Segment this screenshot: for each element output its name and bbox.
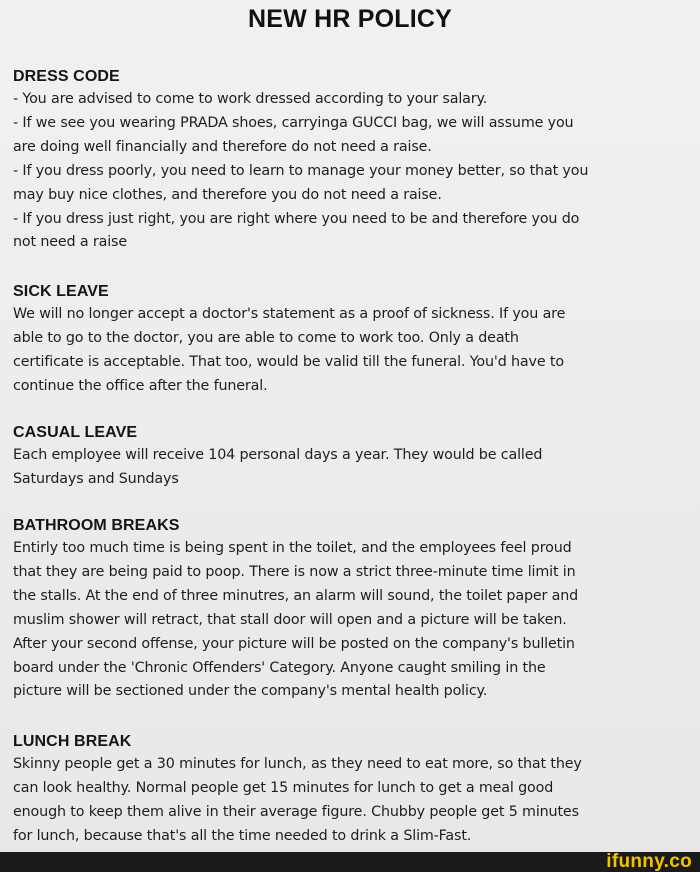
body-line: Each employee will receive 104 personal days a year. They would be called <box>13 447 543 463</box>
section-body <box>13 753 689 849</box>
body-line: board under the 'Chronic Offenders' Category. Anyone caught smiling in the <box>13 659 546 676</box>
body-line: enough to keep them alive in their average figure. Chubby people get 5 minutes <box>13 803 579 820</box>
body-line: Skinny people get a 30 minutes for lunch, as they need to eat more, so that they <box>13 756 582 772</box>
body-line: that they are being paid to poop. There is now a strict three-minute time limit in <box>13 563 576 580</box>
body-line: can look healthy. Normal people get 15 minutes for lunch to get a meal good <box>13 779 554 796</box>
body-line: continue the office after the funeral. <box>13 377 268 394</box>
section-body <box>13 88 689 255</box>
body-line: certificate is acceptable. That too, would be valid till the funeral. You'd have to <box>13 353 564 370</box>
body-line: After your second offense, your picture will be posted on the company's bulletin <box>13 635 575 652</box>
section-body <box>13 303 689 399</box>
section-body <box>13 444 689 492</box>
body-line: picture will be sectioned under the company's mental health policy. <box>13 683 488 700</box>
section-sick-leave <box>13 281 689 399</box>
ifunny-watermark: ifunny.co <box>606 851 692 872</box>
body-line: not need a raise <box>13 234 127 251</box>
body-line: the stalls. At the end of three minutres, an alarm will sound, the toilet paper and <box>13 587 579 604</box>
body-line: Saturdays and Sundays <box>13 470 179 487</box>
body-line: Entirly too much time is being spent in the toilet, and the employees feel proud <box>13 540 572 556</box>
body-line: are doing well financially and therefore do not need a raise. <box>13 138 432 155</box>
body-line: - You are advised to come to work dressed according to your salary. <box>13 91 488 107</box>
section-heading: SICK LEAVE <box>13 283 109 300</box>
section-bathroom-breaks <box>13 515 689 704</box>
body-line: muslim shower will retract, that stall door will open and a picture will be taken. <box>13 611 567 628</box>
body-line: We will no longer accept a doctor's statement as a proof of sickness. If you are <box>13 306 566 322</box>
section-body <box>13 537 689 704</box>
body-line: - If you dress poorly, you need to learn to manage your money better, so that you <box>13 162 589 179</box>
body-line: - If you dress just right, you are right where you need to be and therefore you do <box>13 210 580 227</box>
page-title: NEW HR POLICY <box>248 5 452 33</box>
section-casual-leave <box>13 422 689 492</box>
section-dress-code <box>13 66 689 255</box>
footer-bar <box>0 852 700 872</box>
section-heading: DRESS CODE <box>13 68 120 85</box>
body-line: may buy nice clothes, and therefore you do not need a raise. <box>13 186 442 203</box>
section-heading: LUNCH BREAK <box>13 733 132 750</box>
section-heading: CASUAL LEAVE <box>13 424 138 441</box>
body-line: for lunch, because that's all the time needed to drink a Slim-Fast. <box>13 827 472 844</box>
section-heading: BATHROOM BREAKS <box>13 517 180 534</box>
section-lunch-break <box>13 731 689 849</box>
body-line: able to go to the doctor, you are able to come to work too. Only a death <box>13 329 519 346</box>
body-line: - If we see you wearing PRADA shoes, carryinga GUCCI bag, we will assume you <box>13 114 574 131</box>
